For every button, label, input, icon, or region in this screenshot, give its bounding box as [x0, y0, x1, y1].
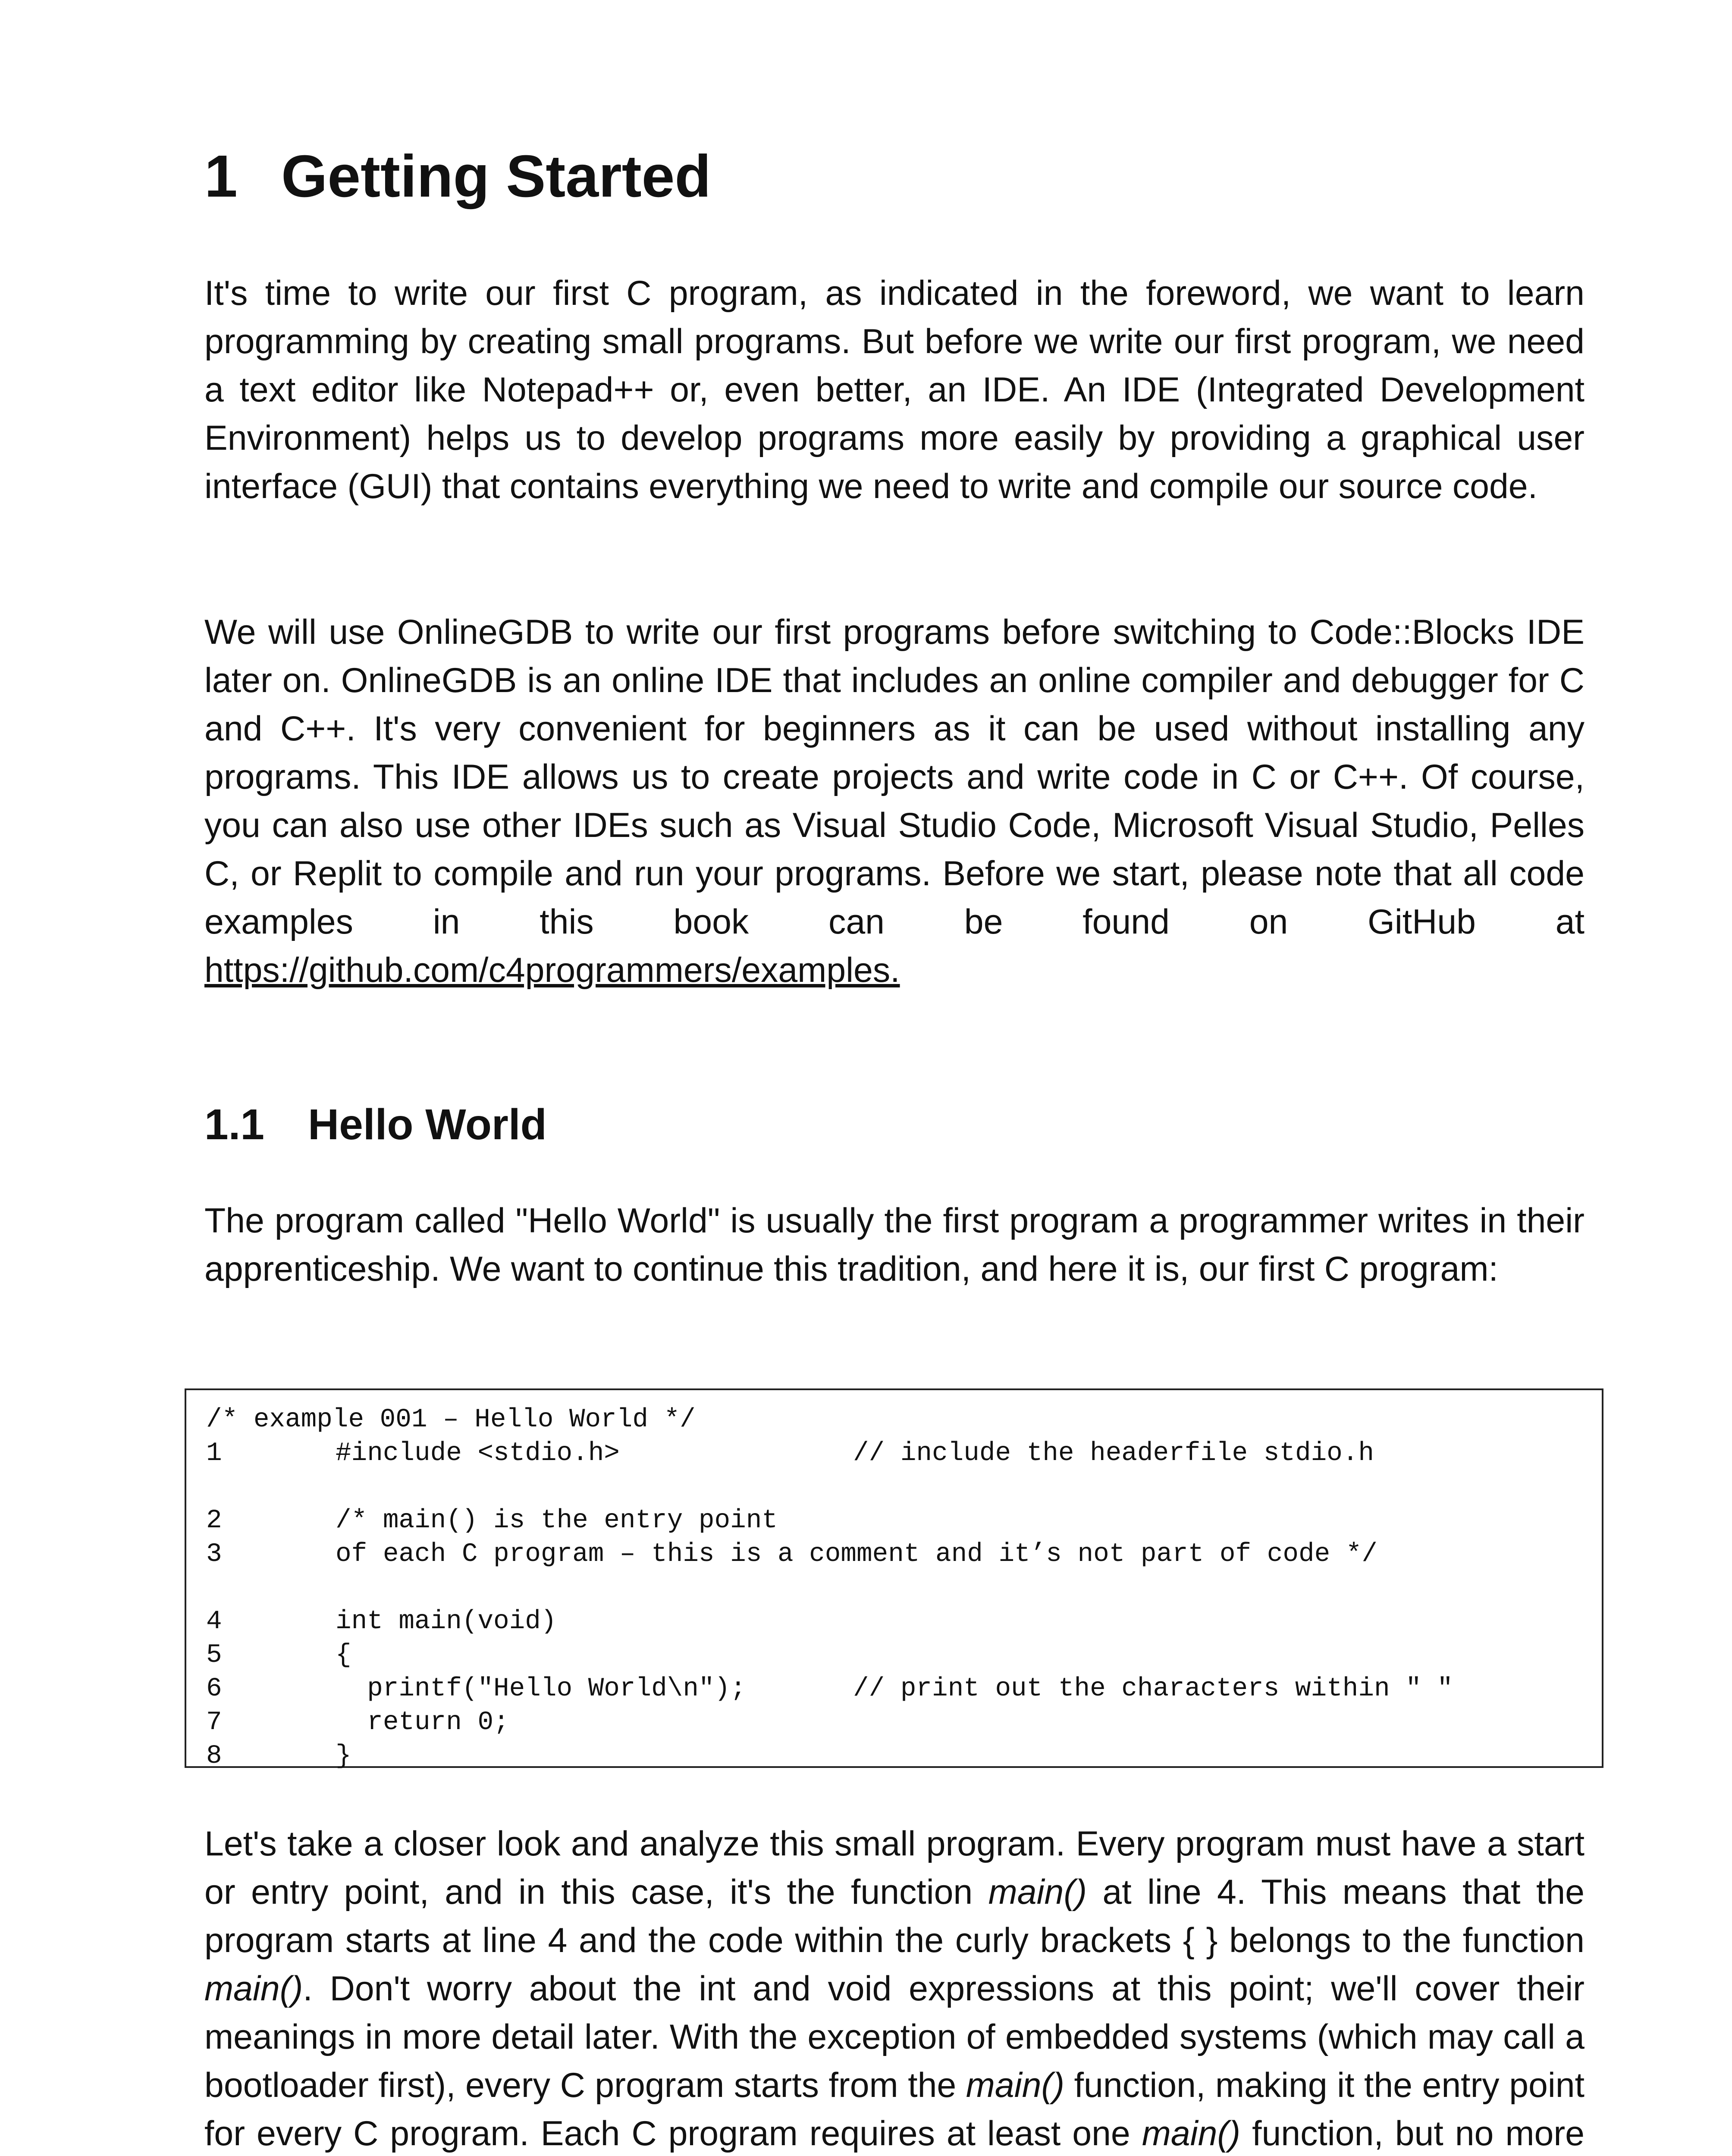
analysis-text: Let's take a closer look and analyze this small program. Every program must have a start or entry point, and in this case, it's the function — [204, 1824, 1585, 1912]
code-line — [206, 1605, 1602, 1639]
analysis-paragraph — [204, 1820, 1585, 2156]
code-line — [206, 1739, 1602, 1773]
line-number: 3 — [206, 1539, 222, 1569]
code-text: int main(void) — [336, 1607, 557, 1636]
code-header — [206, 1403, 1602, 1437]
analysis-text: function, making it the entry point for every C program. Each C program requires at least one — [204, 2066, 1585, 2153]
line-number: 5 — [206, 1640, 222, 1670]
code-comment: // include the headerfile stdio.h — [853, 1438, 1374, 1468]
code-comment: // print out the characters within " " — [853, 1674, 1453, 1704]
function-name: main() — [204, 1969, 303, 2008]
code-header-text: /* example 001 – Hello World */ — [206, 1405, 696, 1435]
function-name: main() — [1142, 2114, 1241, 2153]
code-listing — [185, 1388, 1603, 1771]
onlinegdb-paragraph — [204, 608, 1585, 994]
code-line — [206, 1437, 1602, 1470]
line-number: 1 — [206, 1438, 222, 1468]
function-name: main() — [966, 2066, 1065, 2105]
onlinegdb-paragraph-text: We will use OnlineGDB to write our first programs before switching to Code::Blocks IDE later on. OnlineGDB is an online IDE that includes an online compiler and debugger for C and C++. It's very convenient for beginners as it can be used without installing any programs. This IDE allows us to create projects and write code in C or C++. Of course, you can also use other IDEs such as Visual Studio Code, Microsoft Visual Studio, Pelles C, or Replit to compile and run your programs. Before we start, please note that all code examples in this book can be found on GitHub at — [204, 613, 1585, 941]
section-heading — [204, 1099, 547, 1150]
document-page — [204, 0, 1585, 2156]
function-name: main() — [988, 1873, 1087, 1912]
code-text: /* main() is the entry point — [336, 1506, 778, 1536]
code-text: printf("Hello World\n"); — [336, 1674, 746, 1704]
github-link[interactable]: https://github.com/c4programmers/examples. — [204, 951, 900, 990]
chapter-title: Getting Started — [281, 143, 711, 210]
code-text: { — [336, 1640, 351, 1670]
line-number: 4 — [206, 1607, 222, 1636]
code-text: return 0; — [336, 1708, 509, 1737]
code-line — [206, 1538, 1602, 1571]
analysis-text: function, but no more — [1252, 2114, 1585, 2153]
line-number: 2 — [206, 1506, 222, 1536]
code-text: } — [336, 1741, 351, 1771]
code-line — [206, 1504, 1602, 1538]
analysis-text: . Don't worry about the int and void expressions at this point; we'll cover their meanings in more detail later. With the exception of embedded systems (which may call a bootloader first), every C program starts from the — [204, 1969, 1585, 2105]
code-line — [206, 1706, 1602, 1739]
hello-world-intro-paragraph: The program called "Hello World" is usually the first program a programmer writes in their apprenticeship. We want to continue this tradition, and here it is, our first C program: — [204, 1201, 1585, 1288]
line-number: 7 — [206, 1708, 222, 1737]
line-number: 8 — [206, 1741, 222, 1771]
code-line — [206, 1639, 1602, 1672]
analysis-text: at line 4. This means that the program starts at line 4 and the code within the curly brackets { } belongs to the function — [204, 1873, 1585, 1960]
chapter-number: 1 — [204, 143, 238, 210]
section-number: 1.1 — [204, 1100, 265, 1149]
line-number: 6 — [206, 1674, 222, 1704]
chapter-heading — [204, 142, 711, 211]
code-text: #include <stdio.h> — [336, 1438, 620, 1468]
section-title: Hello World — [308, 1100, 547, 1149]
intro-paragraph: It's time to write our first C program, as indicated in the foreword, we want to learn programming by creating small programs. But before we write our first program, we need a text editor like Notepad++ or, even better, an IDE. An IDE (Integrated Development Environment) helps us to develop programs more easily by providing a graphical user interface (GUI) that contains everything we need to write and compile our source code. — [204, 274, 1585, 506]
code-text: of each C program – this is a comment and it’s not part of code */ — [336, 1539, 1377, 1569]
code-line — [206, 1672, 1602, 1706]
